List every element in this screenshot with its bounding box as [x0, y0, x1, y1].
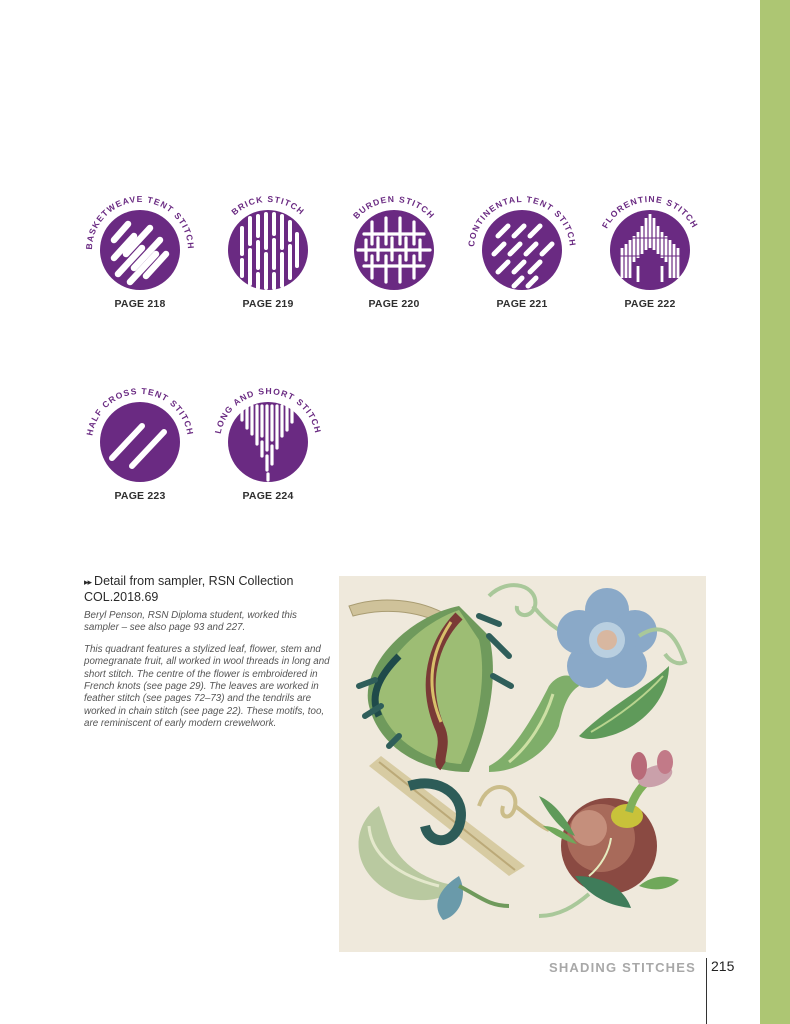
stitch-badge-burden[interactable]: [334, 178, 454, 328]
stitch-badge-brick[interactable]: [208, 178, 328, 328]
burden-stitch-icon: [354, 210, 434, 290]
page-number: 215: [711, 958, 735, 974]
page-ref[interactable]: PAGE 221: [496, 298, 548, 310]
florentine-icon: [610, 210, 690, 290]
stitch-name: BRICK STITCH: [229, 193, 307, 218]
caption-title-text: Detail from sampler, RSN Collection COL.2018.69: [84, 574, 294, 604]
stitch-badge-half-cross[interactable]: [80, 370, 200, 520]
half-cross-icon: [100, 402, 180, 482]
page-ref[interactable]: PAGE 222: [624, 298, 676, 310]
page-ref[interactable]: PAGE 224: [242, 490, 294, 502]
section-title: SHADING STITCHES: [548, 960, 696, 975]
footer-divider: [706, 958, 707, 1024]
long-and-short-icon: [228, 402, 308, 482]
embroidery-sampler-photo: [339, 576, 706, 952]
stitch-name: FLORENTINE STITCH: [599, 193, 701, 230]
caption-paragraph-2: This quadrant features a stylized leaf, flower, stem and pomegranate fruit, all worked in wool threads in long and short stitch. The centre of the flower is embroidered in French knots (see page 29). The leaves are worked in feather stitch (see pages 72–73) and the tendrils are worked in chain stitch (see page 22). These motifs, too, are reminiscent of early modern crewelwork.: [84, 643, 330, 730]
stitch-badge-florentine[interactable]: [590, 178, 710, 328]
caption-title: [84, 574, 332, 605]
stitch-badge-continental[interactable]: [462, 178, 582, 328]
stitch-name: LONG AND SHORT STITCH: [212, 385, 324, 435]
basketweave-icon: [100, 210, 180, 290]
caption-paragraph-1: Beryl Penson, RSN Diploma student, worked this sampler – see also page 93 and 227.: [84, 610, 297, 634]
page-ref[interactable]: PAGE 223: [114, 490, 166, 502]
stitch-name: BASKETWEAVE TENT STITCH: [83, 194, 197, 250]
continental-icon: [482, 210, 562, 290]
stitch-badge-basketweave[interactable]: [80, 178, 200, 328]
page-ref[interactable]: PAGE 218: [114, 298, 166, 310]
brick-stitch-icon: [228, 210, 308, 290]
stitch-name: CONTINENTAL TENT STITCH: [466, 193, 578, 248]
side-color-bar: [760, 0, 790, 1024]
page-ref[interactable]: PAGE 220: [368, 298, 420, 310]
double-arrow-icon: ▸▸: [84, 577, 92, 587]
page-ref[interactable]: PAGE 219: [242, 298, 294, 310]
stitch-name: BURDEN STITCH: [351, 193, 437, 221]
image-caption: [84, 574, 332, 731]
stitch-name: HALF CROSS TENT STITCH: [84, 385, 196, 437]
page-footer: [500, 958, 760, 1024]
stitch-badge-long-and-short[interactable]: [208, 370, 328, 520]
